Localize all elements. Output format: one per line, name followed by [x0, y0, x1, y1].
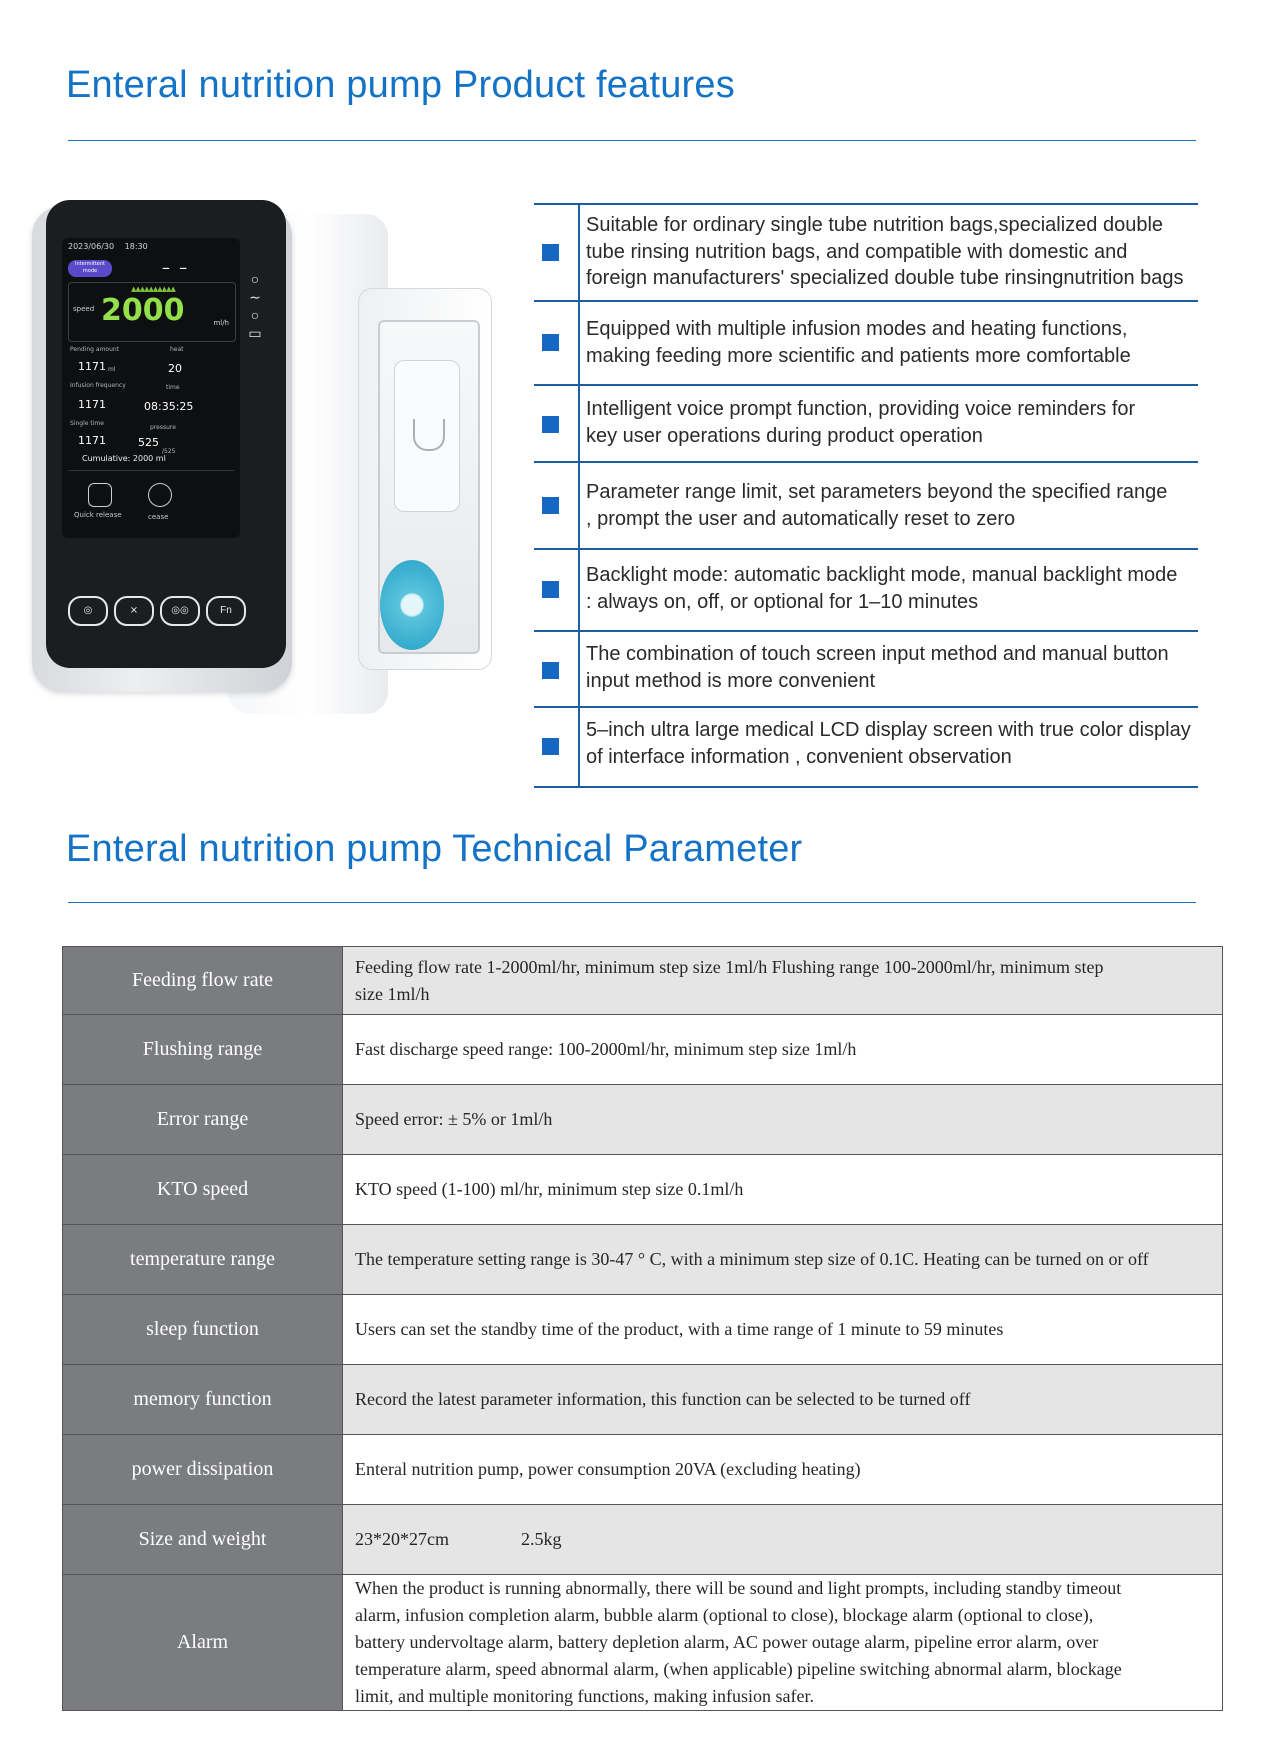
single-time-value: 1171: [78, 434, 106, 447]
pressure-max: /525: [162, 448, 176, 455]
mute-key-icon: ⨯: [114, 596, 154, 626]
pending-value: 1171: [78, 360, 106, 373]
pump-device-image: [28, 200, 498, 730]
feature-divider: [578, 632, 580, 706]
bullet-square-icon: [542, 662, 559, 679]
fn-key: Fn: [206, 596, 246, 626]
cumulative-readout: [82, 454, 166, 463]
param-label: Size and weight: [63, 1505, 343, 1575]
wave-icon: ∼: [249, 289, 261, 305]
speed-value: 2000: [101, 293, 185, 328]
speed-label: speed: [73, 305, 95, 313]
device-pump-wheel: [380, 560, 444, 650]
single-time-label: Single time: [70, 420, 104, 427]
table-row: [63, 1015, 1223, 1085]
features-title: Enteral nutrition pump Product features: [66, 64, 735, 106]
quick-release-icon: [88, 483, 112, 507]
bullet-square-icon: [542, 334, 559, 351]
feature-item: [534, 203, 1198, 300]
feature-divider: [578, 302, 580, 384]
frequency-label: Infusion frequency: [70, 382, 126, 389]
table-row: [63, 1575, 1223, 1711]
display-dash: – –: [162, 258, 190, 277]
display-mode-badge: Intermittent mode: [68, 260, 112, 277]
param-value: Record the latest parameter information, this function can be selected to be turned off: [343, 1365, 1223, 1435]
param-label: KTO speed: [63, 1155, 343, 1225]
feature-text: Backlight mode: automatic backlight mode, manual backlight mode : always on, off, or optional for 1–10 minutes: [586, 564, 1178, 613]
param-value: Enteral nutrition pump, power consumption 20VA (excluding heating): [343, 1435, 1223, 1505]
feature-text: Intelligent voice prompt function, providing voice reminders for key user operations during product operation: [586, 398, 1136, 447]
cumulative-label: Cumulative:: [82, 454, 131, 463]
param-label: Feeding flow rate: [63, 947, 343, 1015]
quick-release-label: Quick release: [74, 511, 122, 519]
feature-divider: [578, 463, 580, 548]
param-value: Fast discharge speed range: 100-2000ml/hr, minimum step size 1ml/h: [343, 1015, 1223, 1085]
feature-divider: [578, 708, 580, 786]
param-label: Alarm: [63, 1575, 343, 1711]
feature-text: 5–inch ultra large medical LCD display screen with true color display of interface information , convenient observation: [586, 719, 1191, 768]
speed-unit: ml/h: [213, 319, 229, 327]
pending-label: Pending amount: [70, 346, 120, 353]
param-label: memory function: [63, 1365, 343, 1435]
table-row: [63, 947, 1223, 1015]
feature-item: [534, 384, 1198, 461]
device-pump-mechanism: [394, 360, 460, 512]
speed-bars-icon: ▲▲▲▲▲▲▲▲▲▲: [131, 285, 175, 293]
display-status-bar: [68, 242, 156, 251]
pressure-value: 525: [138, 436, 159, 449]
display-speed-panel: [68, 282, 236, 342]
pending-unit: ml: [108, 366, 116, 373]
param-label: Error range: [63, 1085, 343, 1155]
feature-item: [534, 630, 1198, 706]
cumulative-value: 2000 ml: [132, 454, 166, 463]
bullet-square-icon: [542, 416, 559, 433]
bullet-square-icon: [542, 581, 559, 598]
frequency-value: 1171: [78, 398, 106, 411]
display-clock: 18:30: [124, 242, 148, 251]
device-side-icons: [248, 270, 262, 342]
param-value: Speed error: ± 5% or 1ml/h: [343, 1085, 1223, 1155]
heat-value: 20: [168, 362, 182, 375]
params-title: Enteral nutrition pump Technical Parameter: [66, 828, 803, 870]
features-title-rule: [68, 140, 1196, 141]
param-label: Flushing range: [63, 1015, 343, 1085]
feature-divider: [578, 205, 580, 300]
table-row: [63, 1365, 1223, 1435]
purge-key-icon: ◎◎: [160, 596, 200, 626]
device-keypad: [68, 596, 258, 630]
table-row: [63, 1085, 1223, 1155]
mechanism-icon: [413, 419, 445, 451]
features-list: [534, 203, 1198, 788]
battery-icon: ▭: [248, 325, 262, 341]
param-label: power dissipation: [63, 1435, 343, 1505]
table-row: [63, 1505, 1223, 1575]
ring-icon: ○: [250, 271, 260, 287]
parameter-table: [62, 946, 1223, 1711]
device-display: [62, 238, 240, 538]
table-row: [63, 1435, 1223, 1505]
param-value: When the product is running abnormally, there will be sound and light prompts, including standby timeout alarm, infusion completion alarm, bubble alarm (optional to close), blockage alarm (optional to close), battery undervoltage alarm, battery depletion alarm, AC power outage alarm, pipeline error alarm, over temperature alarm, speed abnormal alarm, (when applicable) pipeline switching abnormal alarm, blockage limit, and multiple monitoring functions, making infusion safer.: [343, 1575, 1223, 1711]
feature-divider: [578, 386, 580, 461]
display-button-row: [68, 470, 234, 533]
time-label: time: [166, 384, 180, 391]
time-value: 08:35:25: [144, 400, 194, 413]
cease-label: cease: [148, 513, 169, 521]
feature-item: [534, 706, 1198, 788]
table-row: [63, 1155, 1223, 1225]
bullet-square-icon: [542, 738, 559, 755]
heat-label: heat: [170, 346, 184, 353]
param-value: KTO speed (1-100) ml/hr, minimum step size 0.1ml/h: [343, 1155, 1223, 1225]
display-date: 2023/06/30: [68, 242, 115, 251]
param-value: Feeding flow rate 1-2000ml/hr, minimum step size 1ml/h Flushing range 100-2000ml/hr, minimum step size 1ml/h: [343, 947, 1223, 1015]
table-row: [63, 1225, 1223, 1295]
table-row: [63, 1295, 1223, 1365]
wheel-hub: [402, 595, 422, 615]
feature-text: Suitable for ordinary single tube nutrition bags,specialized double tube rinsing nutrition bags, and compatible with domestic and foreign manufacturers' specialized double tube rinsingnutrition bags: [586, 214, 1184, 289]
param-label: temperature range: [63, 1225, 343, 1295]
param-value: 23*20*27cm 2.5kg: [343, 1505, 1223, 1575]
start-stop-key-icon: ◎: [68, 596, 108, 626]
bullet-square-icon: [542, 497, 559, 514]
cease-icon: [148, 483, 172, 507]
pressure-label: pressure: [150, 424, 176, 431]
bullet-square-icon: [542, 244, 559, 261]
params-title-rule: [68, 902, 1196, 903]
ring-icon-2: ○: [250, 307, 260, 323]
feature-text: The combination of touch screen input method and manual button input method is more convenient: [586, 643, 1169, 692]
feature-item: [534, 548, 1198, 630]
param-value: The temperature setting range is 30-47 ° C, with a minimum step size of 0.1C. Heating can be turned on or off: [343, 1225, 1223, 1295]
feature-text: Parameter range limit, set parameters beyond the specified range , prompt the user and automatically reset to zero: [586, 481, 1168, 530]
feature-item: [534, 461, 1198, 548]
param-label: sleep function: [63, 1295, 343, 1365]
feature-divider: [578, 550, 580, 630]
feature-text: Equipped with multiple infusion modes and heating functions, making feeding more scientific and patients more comfortable: [586, 318, 1131, 367]
feature-item: [534, 300, 1198, 384]
param-value: Users can set the standby time of the product, with a time range of 1 minute to 59 minutes: [343, 1295, 1223, 1365]
